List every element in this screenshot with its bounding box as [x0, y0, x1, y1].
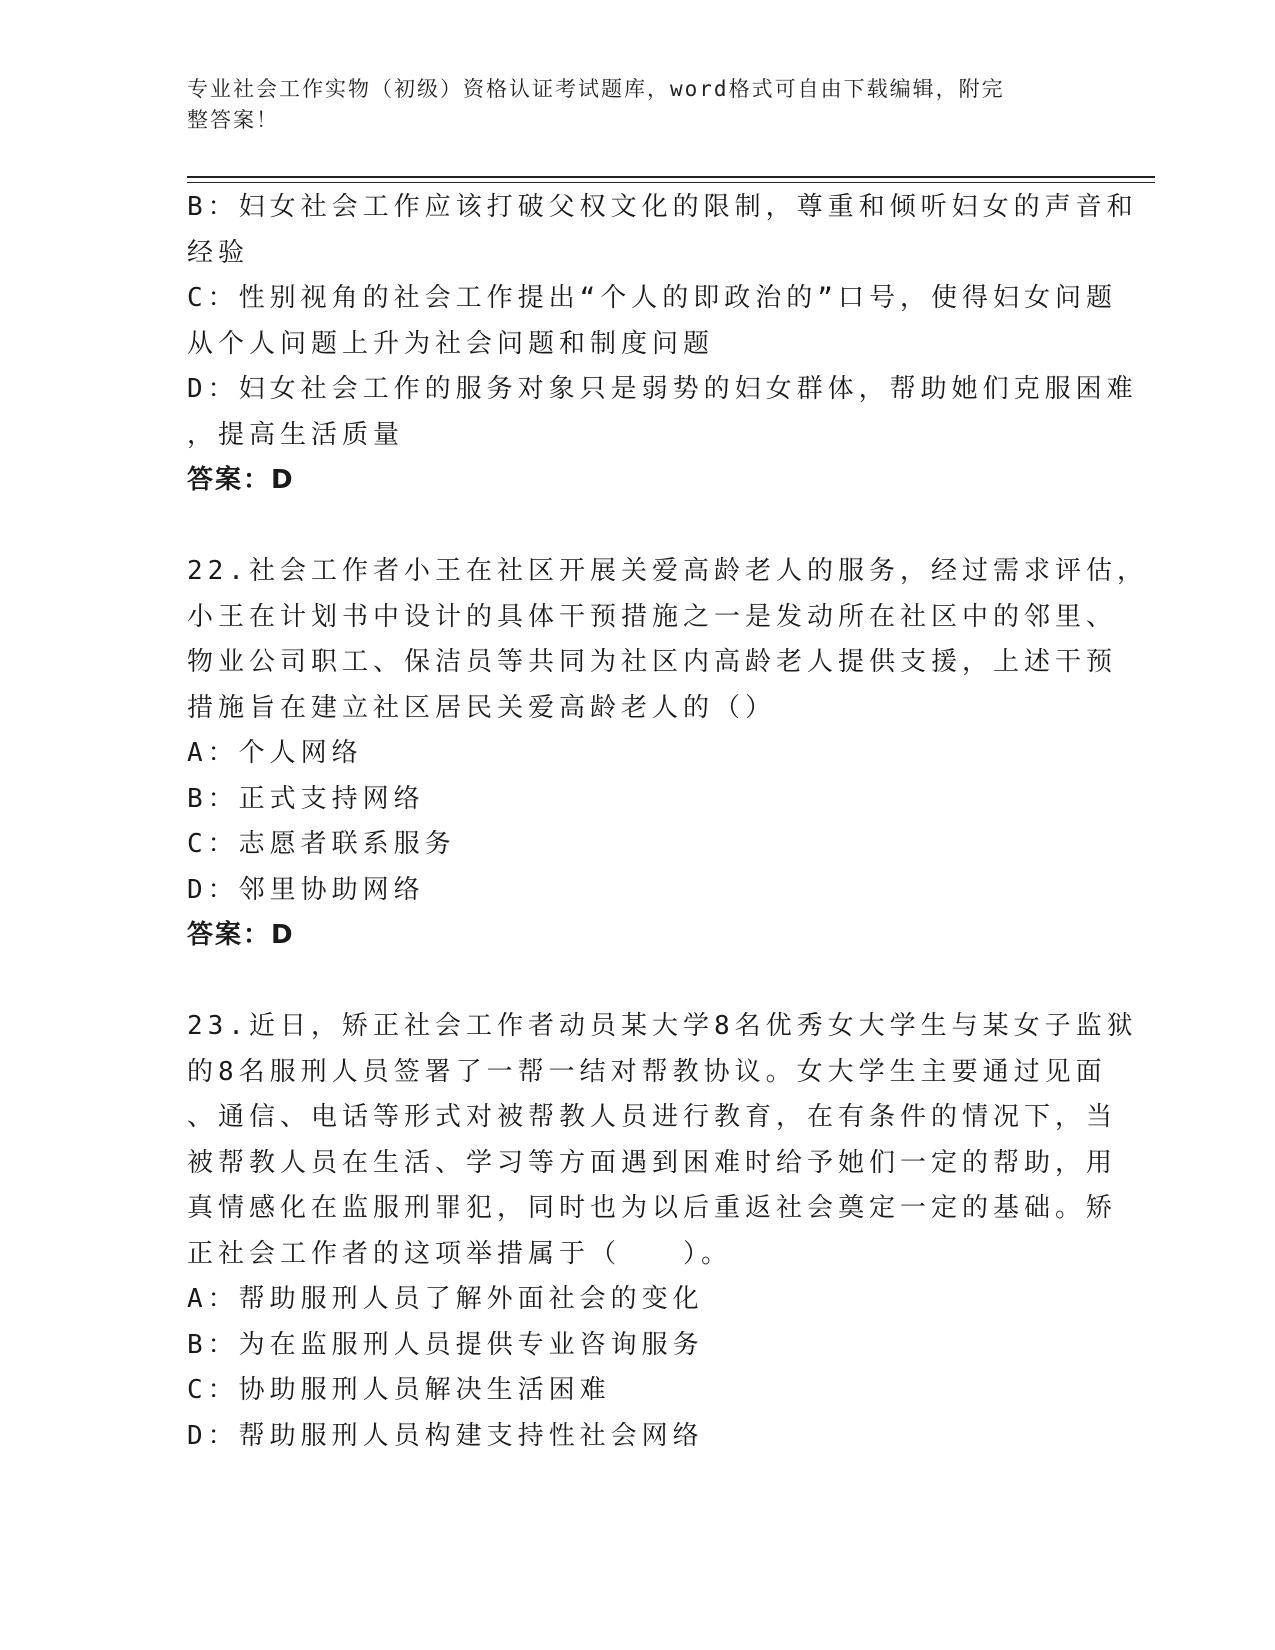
- header-line: 整答案！: [187, 108, 279, 132]
- option-d: D：邻里协助网络: [187, 874, 425, 905]
- question-stem: 真情感化在监服刑罪犯，同时也为以后重返社会奠定一定的基础。矫: [187, 1193, 1118, 1223]
- option-c: 从个人问题上升为社会问题和制度问题: [187, 328, 715, 359]
- question-23: [187, 1004, 1138, 1459]
- question-stem: 被帮教人员在生活、学习等方面遇到困难时给予她们一定的帮助，用: [187, 1147, 1118, 1178]
- document-body: [187, 185, 1148, 1459]
- option-a: A：个人网络: [187, 738, 363, 768]
- spacer: [187, 959, 1087, 1005]
- option-b: B：为在监服刑人员提供专业咨询服务: [187, 1329, 704, 1360]
- header-line: 专业社会工作实物（初级）资格认证考试题库，word格式可自由下载编辑，附完: [187, 77, 1005, 101]
- option-a: A：帮助服刑人员了解外面社会的变化: [187, 1284, 704, 1314]
- header-divider-thin: [187, 182, 1155, 183]
- question-22: [187, 549, 1148, 959]
- option-d: ，提高生活质量: [187, 419, 405, 450]
- header-divider: [187, 176, 1155, 178]
- question-stem: 、通信、电话等形式对被帮教人员进行教育，在有条件的情况下，当: [187, 1102, 1118, 1132]
- question-stem: 物业公司职工、保洁员等共同为社区内高龄老人提供支援，上述干预: [187, 647, 1118, 677]
- option-c: C：志愿者联系服务: [187, 829, 456, 859]
- option-b: B：正式支持网络: [187, 783, 425, 814]
- option-b: 经验: [187, 237, 250, 268]
- spacer: [187, 504, 1087, 550]
- question-stem: 的8名服刑人员签署了一帮一结对帮教协议。女大学生主要通过见面: [187, 1056, 1107, 1087]
- option-c: C：协助服刑人员解决生活困难: [187, 1375, 611, 1405]
- page-header: [187, 74, 1067, 136]
- question-21-continued: [187, 185, 1138, 504]
- option-b: B：妇女社会工作应该打破父权文化的限制，尊重和倾听妇女的声音和: [187, 192, 1138, 222]
- option-c: C：性别视角的社会工作提出“个人的即政治的”口号，使得妇女问题: [187, 283, 1117, 313]
- option-d: D：帮助服刑人员构建支持性社会网络: [187, 1420, 704, 1451]
- option-d: D：妇女社会工作的服务对象只是弱势的妇女群体，帮助她们克服困难: [187, 374, 1138, 404]
- answer-label: 答案：D: [187, 465, 295, 495]
- question-stem: 正社会工作者的这项举措属于（ ）。: [187, 1238, 733, 1269]
- question-stem: 22.社会工作者小王在社区开展关爱高龄老人的服务，经过需求评估，: [187, 556, 1148, 586]
- question-stem: 措施旨在建立社区居民关爱高龄老人的（）: [187, 692, 777, 723]
- question-stem: 小王在计划书中设计的具体干预措施之一是发动所在社区中的邻里、: [187, 601, 1118, 632]
- question-stem: 23.近日，矫正社会工作者动员某大学8名优秀女大学生与某女子监狱: [187, 1011, 1138, 1041]
- answer-label: 答案：D: [187, 920, 295, 950]
